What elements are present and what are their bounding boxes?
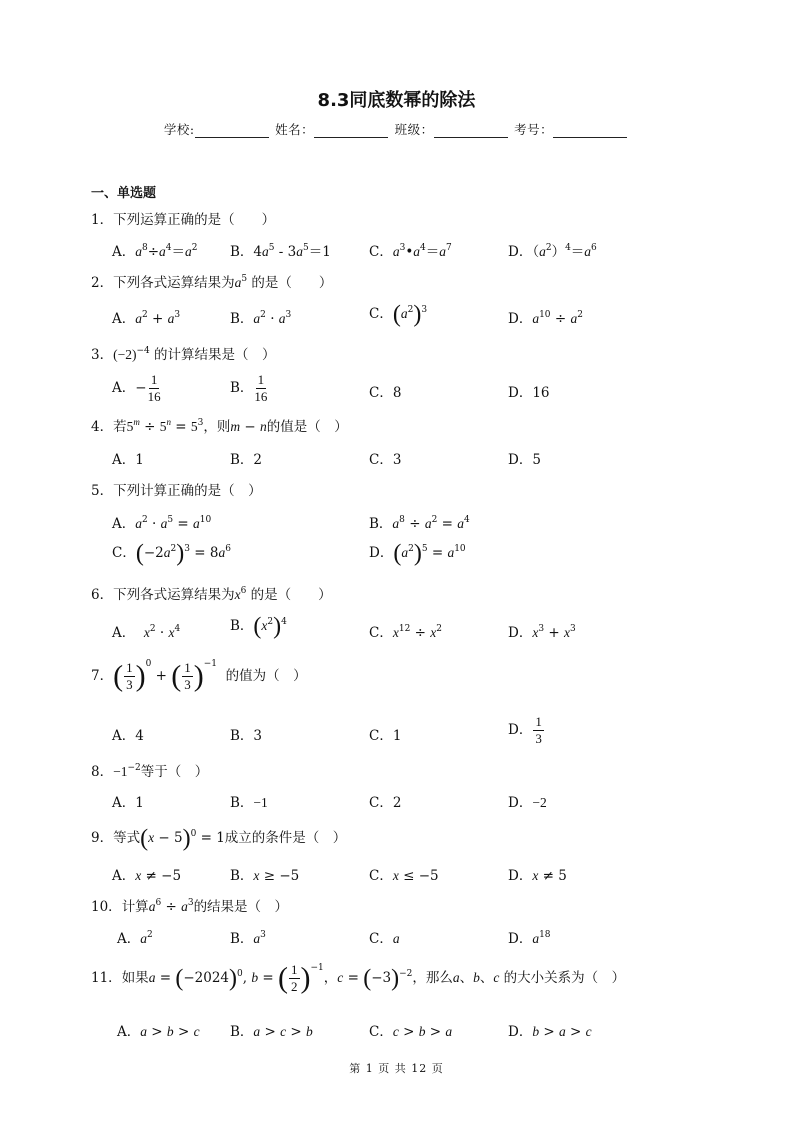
q9-option-c[interactable]: C．x ≤ −5: [369, 868, 439, 884]
name-label: 姓名：: [275, 122, 315, 137]
question-11: 11．如果$a = (-2024)^0$, b = ( $\frac{1}{2}$ )$^{-1}$，$c = (-3)^{-2}$，那么a、b、c 的大小关系为（ ）: [91, 961, 626, 995]
q5-option-b[interactable]: B．$a^8 \div a^2 = a^4$: [369, 515, 470, 532]
q11-option-c[interactable]: C．c > b > a: [369, 1024, 453, 1040]
question-10: 10．计算$a^6 \div a^3$的结果是（ ）: [91, 898, 289, 915]
q5-option-d[interactable]: D．$(a^2)^5 = a^{10}$: [369, 540, 466, 567]
student-info-line: [0, 120, 793, 138]
q2-option-d[interactable]: D．$a^{10} \div a^2$: [508, 310, 583, 327]
q10-option-b[interactable]: B．$a^3$: [230, 930, 266, 947]
q9-option-a[interactable]: A．x ≠ −5: [112, 868, 182, 884]
q11-option-a[interactable]: A．a > b > c: [117, 1024, 200, 1040]
q4-option-b[interactable]: B．2: [230, 452, 263, 468]
q8-option-d[interactable]: D．−2: [508, 795, 547, 811]
q8-option-c[interactable]: C．2: [369, 795, 402, 811]
q6-option-d[interactable]: D．$x^3 + x^3$: [508, 624, 576, 641]
q10-option-c[interactable]: C．a: [369, 931, 400, 947]
school-label: 学校:: [163, 122, 195, 137]
q1-option-b[interactable]: B．$4a^5 - 3a^5=1$: [230, 243, 331, 260]
q7-option-d[interactable]: D． $\frac{1}{3}$: [508, 714, 542, 746]
question-9: 9．等式$(x - 5)^0 = 1$成立的条件是（ ）: [91, 825, 347, 852]
q4-option-d[interactable]: D．5: [508, 452, 541, 468]
q1-option-c[interactable]: C．$a^3•a^4=a^7$: [369, 243, 452, 260]
question-4: 4．若$5^m \div 5^n = 5^3$，则m − n的值是（ ）: [91, 417, 348, 435]
q9-option-b[interactable]: B．x ≥ −5: [230, 868, 300, 884]
q7-option-c[interactable]: C．1: [369, 728, 402, 744]
q7-option-b[interactable]: B．3: [230, 728, 263, 744]
page-title: 8.3同底数幂的除法: [317, 90, 476, 111]
section-heading: 一、单选题: [91, 186, 157, 201]
class-blank[interactable]: [434, 124, 508, 138]
class-label: 班级：: [394, 122, 434, 137]
q4-option-a[interactable]: A．1: [112, 452, 144, 468]
q5-option-a[interactable]: A．$a^2 \cdot a^5 = a^{10}$: [112, 515, 212, 532]
question-8: 8．$-1^{-2}$等于（ ）: [91, 763, 209, 780]
exam-no-label: 考号：: [514, 122, 554, 137]
name-blank[interactable]: [314, 124, 388, 138]
q3-option-b[interactable]: B． $\frac{1}{16}$: [230, 372, 268, 404]
q8-option-a[interactable]: A．1: [112, 795, 144, 811]
page-footer: 第 1 页 共 12 页: [349, 1062, 444, 1075]
q2-option-b[interactable]: B．$a^2 \cdot a^3$: [230, 310, 292, 327]
question-5: 5．下列计算正确的是（ ）: [91, 483, 262, 499]
school-blank[interactable]: [195, 124, 269, 138]
q6-option-c[interactable]: C．$x^{12} \div x^2$: [369, 624, 442, 641]
q8-option-b[interactable]: B．−1: [230, 795, 268, 811]
q2-option-a[interactable]: A．$a^2 + a^3$: [112, 310, 181, 327]
question-7: 7．( $\frac{1}{3}$ )$^0$ + ( $\frac{1}{3}$ )$^{-1}$ 的值为（ ）: [91, 659, 307, 693]
q3-option-a[interactable]: A．− $\frac{1}{16}$: [112, 372, 161, 404]
question-3: 3．$(-2)^{-4}$ 的计算结果是（ ）: [91, 346, 276, 363]
q10-option-d[interactable]: D．$a^{18}$: [508, 930, 551, 947]
q4-option-c[interactable]: C．3: [369, 452, 402, 468]
q6-option-a[interactable]: A． $x^2 \cdot x^4$: [112, 624, 181, 641]
question-1: 1．下列运算正确的是（ ）: [91, 212, 276, 228]
q10-option-a[interactable]: A．$a^2$: [117, 930, 153, 947]
question-6: 6．下列各式运算结果为$x^6$ 的是（ ）: [91, 586, 332, 603]
exam-no-blank[interactable]: [553, 124, 627, 138]
q7-option-a[interactable]: A．4: [112, 728, 144, 744]
q6-option-b[interactable]: B．$(x^2)^4$: [230, 613, 287, 640]
q11-option-b[interactable]: B．a > c > b: [230, 1024, 313, 1040]
q1-option-d[interactable]: D．$(a^2)^4=a^6$: [508, 243, 597, 260]
q3-option-c[interactable]: C．8: [369, 385, 402, 401]
q2-option-c[interactable]: C．$(a^2)^3$: [369, 301, 428, 328]
q1-option-a[interactable]: A．$a^8\div a^4=a^2$: [112, 243, 198, 260]
q5-option-c[interactable]: C．$(-2a^2)^3 = 8a^6$: [112, 540, 231, 567]
q11-option-d[interactable]: D．b > a > c: [508, 1024, 592, 1040]
question-2: 2．下列各式运算结果为$a^5$ 的是（ ）: [91, 274, 333, 291]
q9-option-d[interactable]: D．x ≠ 5: [508, 868, 567, 884]
q3-option-d[interactable]: D．16: [508, 385, 550, 401]
